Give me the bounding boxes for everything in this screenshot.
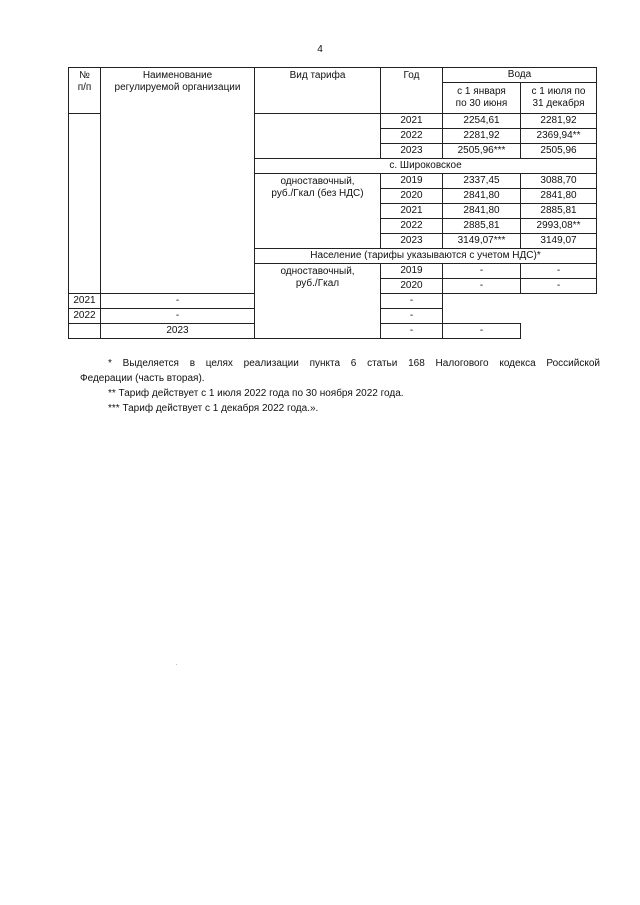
value-jul-dec: 3149,07	[521, 234, 597, 249]
year-cell: 2021	[381, 204, 443, 219]
number-cell	[69, 114, 101, 294]
header-water: Вода	[443, 68, 597, 83]
year-cell: 2019	[381, 174, 443, 189]
value-jul-dec: -	[381, 309, 443, 324]
header-year: Год	[381, 68, 443, 114]
year-cell: 2021	[69, 294, 101, 309]
year-cell: 2019	[381, 264, 443, 279]
page-number: 4	[317, 44, 323, 55]
footnotes	[80, 356, 600, 416]
value-jul-dec: -	[521, 264, 597, 279]
value-jul-dec: 2369,94**	[521, 129, 597, 144]
value-jul-dec: -	[381, 294, 443, 309]
tariff-table	[68, 67, 597, 339]
value-jan-jun: 2281,92	[443, 129, 521, 144]
value-jan-jun: 3149,07***	[443, 234, 521, 249]
value-jan-jun: -	[101, 309, 255, 324]
footnote-tariff-jul-nov: ** Тариф действует с 1 июля 2022 года по 30 ноября 2022 года.	[108, 388, 404, 399]
footnote-tariff-dec: *** Тариф действует с 1 декабря 2022 года.».	[108, 403, 319, 414]
value-jul-dec: 2885,81	[521, 204, 597, 219]
value-jul-dec: 2281,92	[521, 114, 597, 129]
tariff-type-cell: одноставочный, руб./Гкал	[255, 264, 381, 339]
year-cell: 2020	[381, 279, 443, 294]
value-jan-jun: -	[101, 294, 255, 309]
footnote-vat-line2: Федерации (часть вторая).	[80, 373, 205, 384]
tariff-cell-continued	[255, 114, 381, 159]
scan-speck	[176, 664, 177, 665]
header-period-jan-jun: с 1 января по 30 июня	[443, 83, 521, 114]
value-jul-dec: 2505,96	[521, 144, 597, 159]
value-jan-jun: 2885,81	[443, 219, 521, 234]
section-title-shirokovskoe: с. Широковское	[255, 159, 597, 174]
value-jan-jun: -	[443, 264, 521, 279]
number-cell	[69, 324, 101, 339]
value-jan-jun: -	[381, 324, 443, 339]
value-jul-dec: 2841,80	[521, 189, 597, 204]
year-cell: 2022	[69, 309, 101, 324]
value-jan-jun: 2254,61	[443, 114, 521, 129]
tariff-type-cell: одноставочный, руб./Гкал (без НДС)	[255, 174, 381, 249]
value-jan-jun: 2841,80	[443, 189, 521, 204]
year-cell: 2023	[381, 234, 443, 249]
header-period-jul-dec: с 1 июля по 31 декабря	[521, 83, 597, 114]
year-cell: 2022	[381, 129, 443, 144]
header-number: № п/п	[69, 68, 101, 114]
year-cell: 2023	[101, 324, 255, 339]
value-jan-jun: -	[443, 279, 521, 294]
value-jan-jun: 2337,45	[443, 174, 521, 189]
value-jan-jun: 2505,96***	[443, 144, 521, 159]
value-jan-jun: 2841,80	[443, 204, 521, 219]
year-cell: 2021	[381, 114, 443, 129]
header-tariff-type: Вид тарифа	[255, 68, 381, 114]
year-cell: 2020	[381, 189, 443, 204]
value-jul-dec: -	[521, 279, 597, 294]
footnote-vat	[80, 356, 600, 386]
value-jul-dec: 3088,70	[521, 174, 597, 189]
value-jul-dec: -	[443, 324, 521, 339]
year-cell: 2023	[381, 144, 443, 159]
value-jul-dec: 2993,08**	[521, 219, 597, 234]
year-cell: 2022	[381, 219, 443, 234]
section-title-population: Население (тарифы указываются с учетом НДС)*	[255, 249, 597, 264]
footnote-vat-line1: * Выделяется в целях реализации пункта 6 статьи 168 Налогового кодекса Российской	[108, 358, 600, 369]
header-organization: Наименование регулируемой организации	[101, 68, 255, 294]
